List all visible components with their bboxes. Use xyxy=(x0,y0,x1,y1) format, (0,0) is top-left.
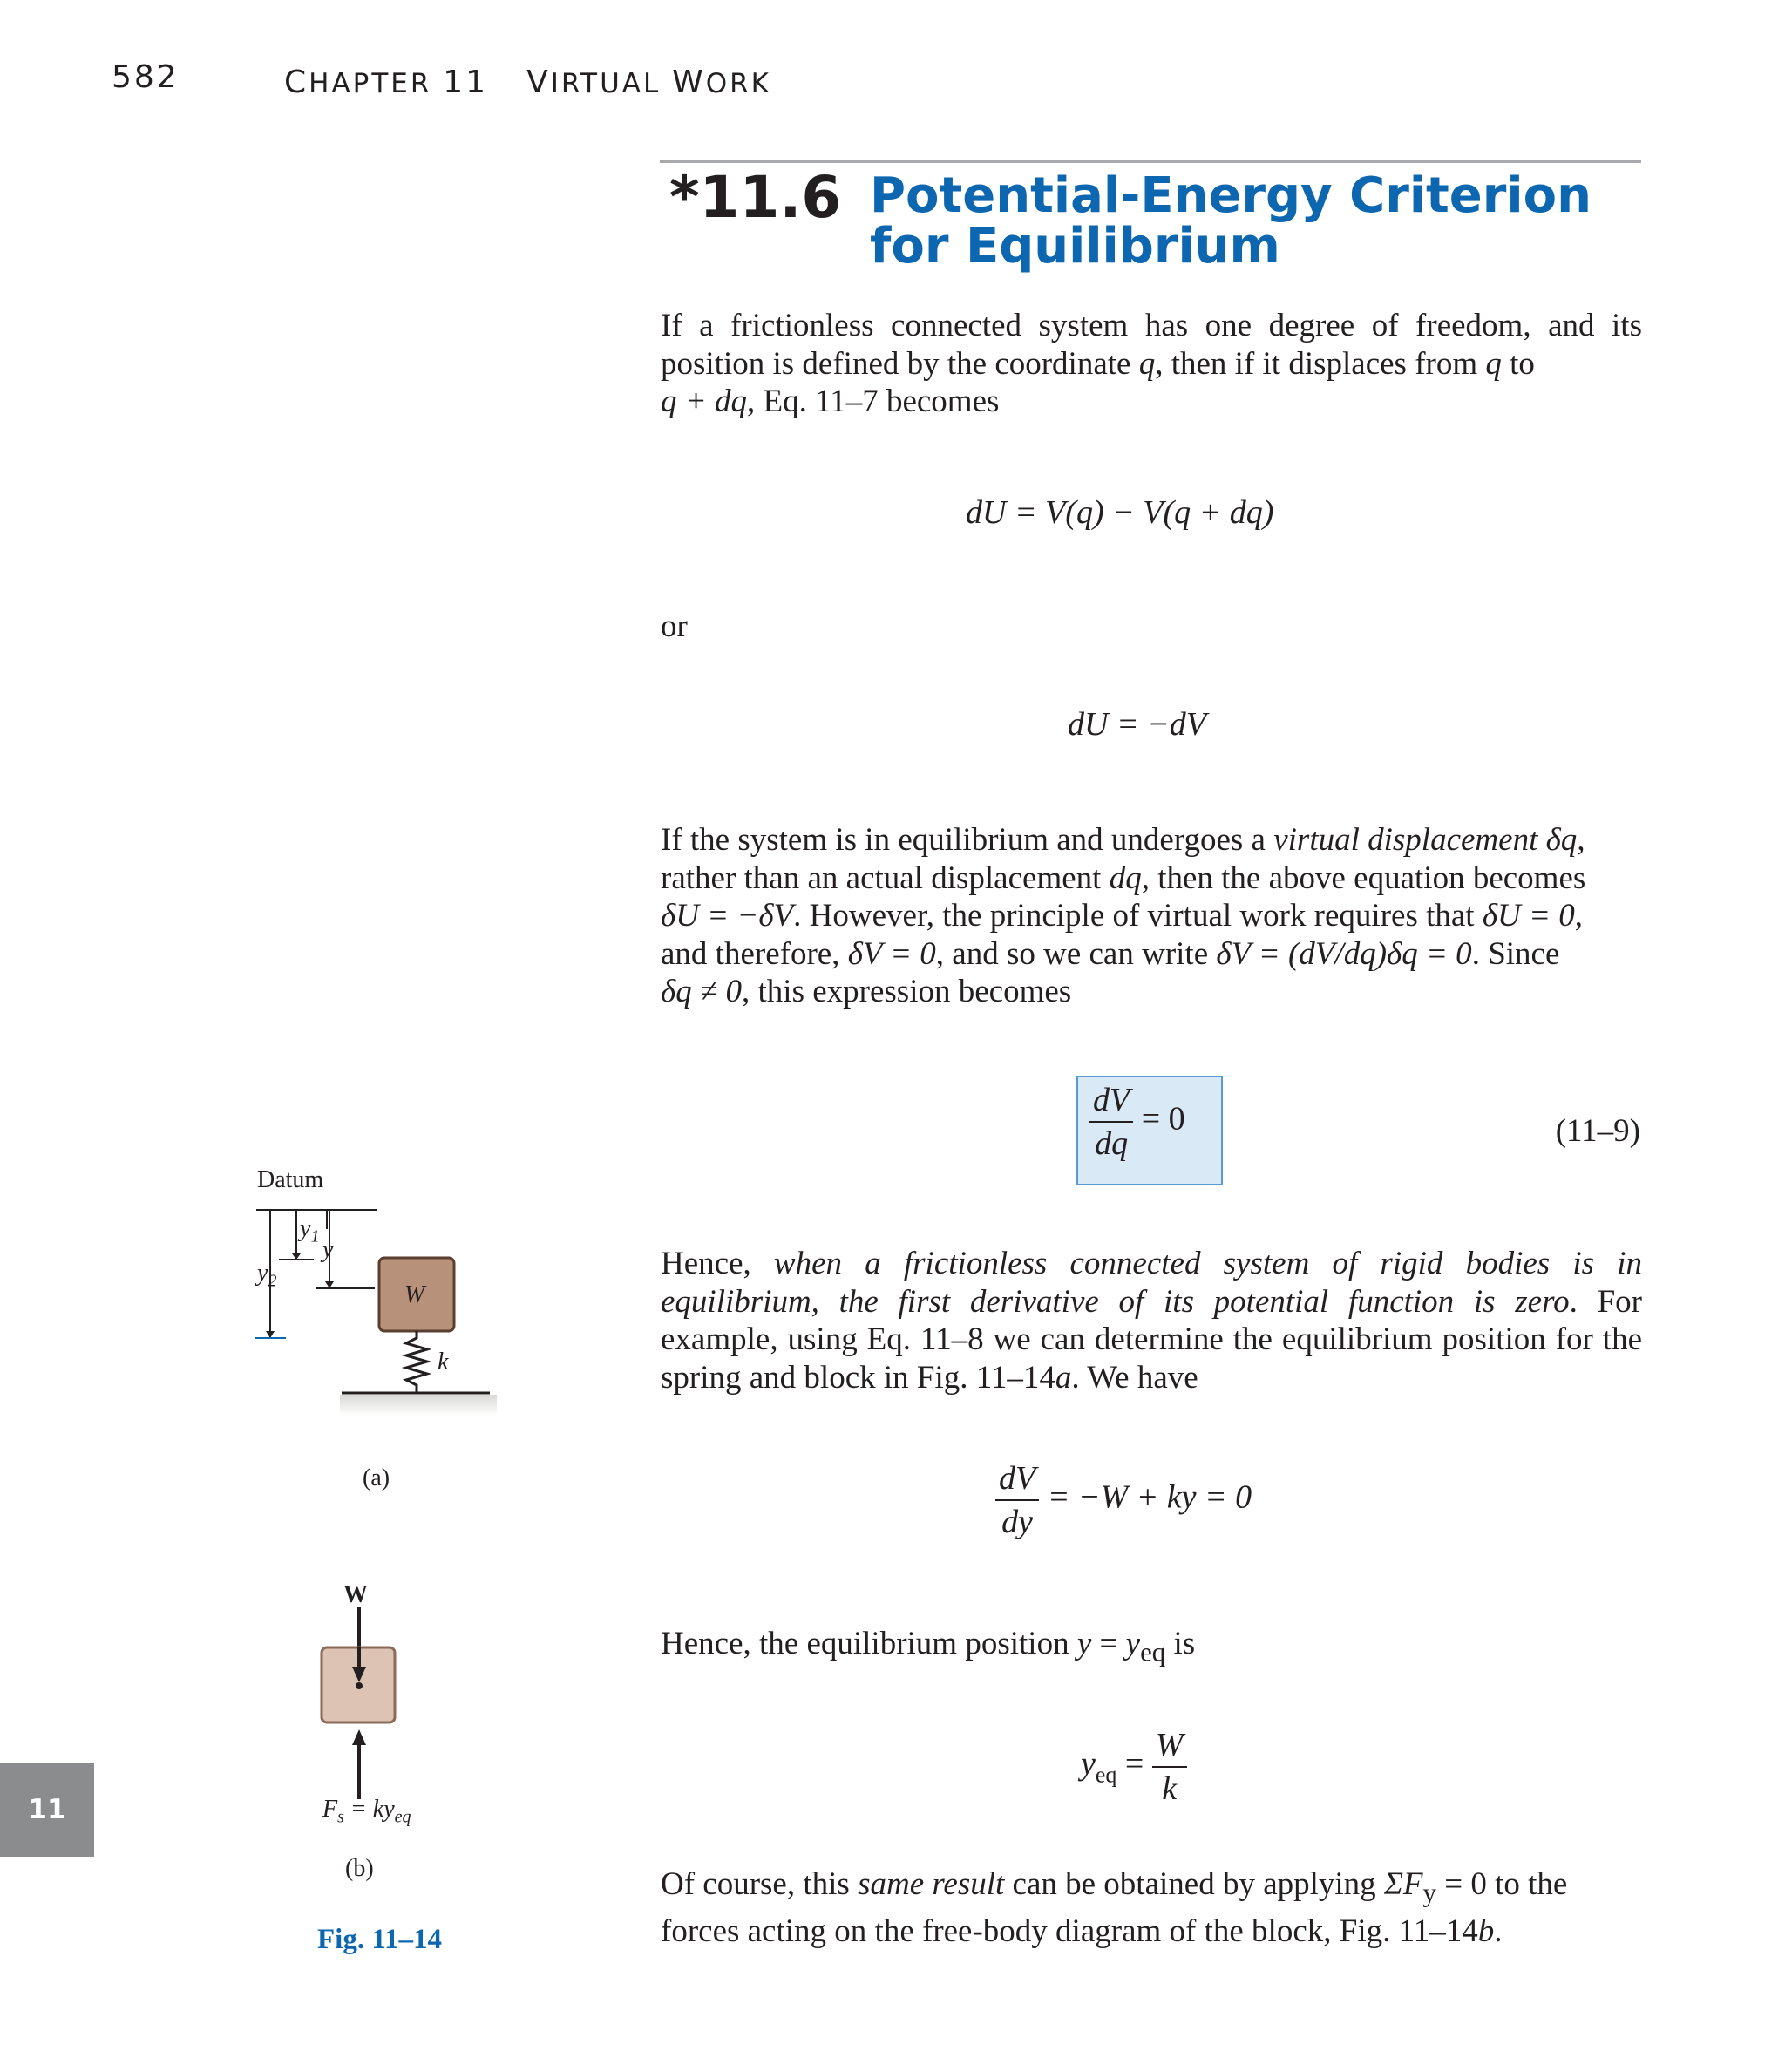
chapter-word-rest: HAPTER xyxy=(309,68,432,99)
paragraph-intro: If a frictionless connected system has one degree of freedom, and its position is defined by the coordinate q, then if it displaces from q to q + dq, Eq. 11–7 becomes xyxy=(661,308,1642,419)
equation-number: (11–9) xyxy=(1555,1113,1640,1149)
block-weight-label: W xyxy=(404,1281,425,1308)
equation-du-dv: dU = −dV xyxy=(1068,706,1206,743)
y2-label: $y_2$ xyxy=(257,1260,277,1291)
paragraph-hence: Hence, when a frictionless connected system of rigid bodies is in equilibrium, the first derivative of its potential function is zero. For example, using Eq. 11–8 we can determine the equilibrium position for the spring and block in Fig. 11–14a. We have xyxy=(661,1246,1642,1396)
paragraph-virtual-displacement: If the system is in equilibrium and undergoes a virtual displacement δq, rather than an actual displacement dq, then the above equation becomes δU = −δV. However, the principle of virtual work requires that δU = 0, and therefore, δV = 0, and so we can write δV = (dV/dq)δq = 0. Since δq ≠ 0, this expression becomes xyxy=(661,822,1586,1009)
y-label: y xyxy=(322,1236,334,1263)
chapter-number: 11 xyxy=(443,65,489,100)
paragraph-of-course: Of course, this same result can be obtained by applying $\Sigma F_y = 0$ to the forces acting on the free-body diagram of the block, Fig. 11–14b. xyxy=(661,1866,1568,1949)
section-number: *11.6 xyxy=(669,164,842,231)
or-text: or xyxy=(661,608,688,644)
figure-11-14b-free-body-diagram xyxy=(305,1604,410,1804)
datum-label: Datum xyxy=(257,1166,324,1193)
section-title: Potential-Energy Criterion for Equilibrium xyxy=(870,167,1592,275)
topic-rest-1: IRTUAL xyxy=(550,68,662,99)
figure-11-14a-diagram xyxy=(244,1159,523,1438)
equation-yeq: $y_{eq}$ = $\frac{W}{k}$ xyxy=(1081,1724,1187,1810)
spring-force-label: $F_s = ky_{eq}$ xyxy=(322,1796,411,1827)
spring-constant-label: k xyxy=(438,1348,449,1376)
equation-du-v: dU = V(q) − V(q + dq) xyxy=(966,494,1274,531)
running-head xyxy=(284,65,771,100)
ground-shadow xyxy=(340,1395,497,1416)
topic-initial-2: W xyxy=(672,65,706,100)
equation-dv-dq: $\frac{dV}{dq}$ = 0 xyxy=(1089,1079,1185,1165)
spring xyxy=(406,1331,427,1392)
figure-label-b: (b) xyxy=(345,1855,374,1882)
figure-caption: Fig. 11–14 xyxy=(317,1924,443,1955)
figure-label-a: (a) xyxy=(363,1464,390,1491)
page-number: 582 xyxy=(112,59,180,95)
fraction-dv-dy: $\frac{dV}{dy}$ xyxy=(995,1457,1039,1543)
y1-label: $y_1$ xyxy=(300,1215,320,1247)
fraction-dv-dq: $\frac{dV}{dq}$ xyxy=(1089,1079,1133,1165)
fraction-w-k: $\frac{W}{k}$ xyxy=(1152,1724,1187,1810)
topic-initial-1: V xyxy=(526,65,551,100)
chapter-word-initial: C xyxy=(284,65,309,100)
paragraph-equilibrium-position: Hence, the equilibrium position $y = y_{eq}$ is xyxy=(661,1626,1196,1668)
equation-dv-dy: $\frac{dV}{dy}$ = −W + ky = 0 xyxy=(995,1457,1252,1543)
topic-rest-2: ORK xyxy=(705,68,772,99)
weight-force-label: W xyxy=(343,1581,368,1608)
chapter-tab: 11 xyxy=(0,1763,94,1857)
section-rule xyxy=(660,160,1641,163)
